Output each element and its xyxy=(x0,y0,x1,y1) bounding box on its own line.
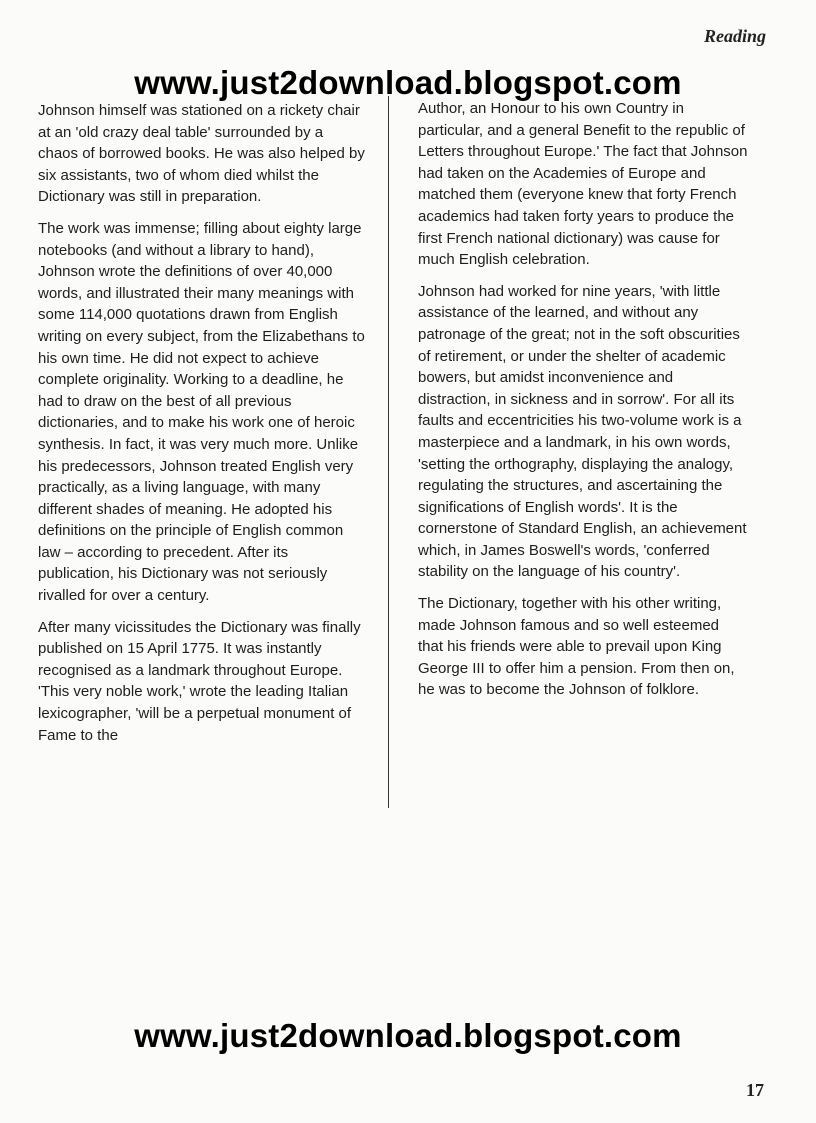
paragraph: Author, an Honour to his own Country in particular, and a general Benefit to the republic of Letters throughout Europe.' The fact that Johnson had taken on the Academies of Europe and matched them (everyone knew that forty French academics had taken forty years to produce the first French national dictionary) was cause for much English celebration. xyxy=(418,100,748,269)
paragraph: Johnson himself was stationed on a rickety chair at an 'old crazy deal table' surrounded by a chaos of borrowed books. He was also helped by six assistants, two of whom died whilst the Dictionary was still in preparation. xyxy=(38,102,365,206)
paragraph: The Dictionary, together with his other writing, made Johnson famous and so well esteemed that his friends were able to prevail upon King George III to offer him a pension. From then on, he was to become the Johnson of folklore. xyxy=(418,595,735,699)
right-column xyxy=(418,98,748,711)
section-label: Reading xyxy=(703,26,766,46)
watermark-bottom: www.just2download.blogspot.com xyxy=(134,1017,682,1054)
left-column xyxy=(38,100,366,756)
watermark-top: www.just2download.blogspot.com xyxy=(134,64,682,101)
paragraph: Johnson had worked for nine years, 'with little assistance of the learned, and without any patronage of the great; not in the soft obscurities of retirement, or under the shelter of academic bowers, but amidst inconvenience and distraction, in sickness and in sorrow'. For all its faults and eccentricities his two-volume work is a masterpiece and a landmark, in his own words, 'setting the orthography, displaying the analogy, regulating the structures, and ascertaining the significations of English words'. It is the cornerstone of Standard English, an achievement which, in James Boswell's words, 'conferred stability on the language of his country'. xyxy=(418,282,747,581)
paragraph: After many vicissitudes the Dictionary was finally published on 15 April 1775. It was instantly recognised as a landmark throughout Europe. 'This very noble work,' wrote the leading Italian lexicographer, 'will be a perpetual monument of Fame to the xyxy=(38,618,361,744)
paragraph: The work was immense; filling about eighty large notebooks (and without a library to hand), Johnson wrote the definitions of over 40,000 words, and illustrated their many meanings with some 114,000 quotations drawn from English writing on every subject, from the Elizabethans to his own time. He did not expect to achieve complete originality. Working to a deadline, he had to draw on the best of all previous dictionaries, and to make his work one of heroic synthesis. In fact, it was very much more. Unlike his predecessors, Johnson treated English very practically, as a living language, with many different shades of meaning. He adopted his definitions on the principle of English common law – according to precedent. After its publication, his Dictionary was not seriously rivalled for over a century. xyxy=(38,219,365,605)
page-number: 17 xyxy=(746,1080,764,1100)
column-divider xyxy=(388,96,389,808)
